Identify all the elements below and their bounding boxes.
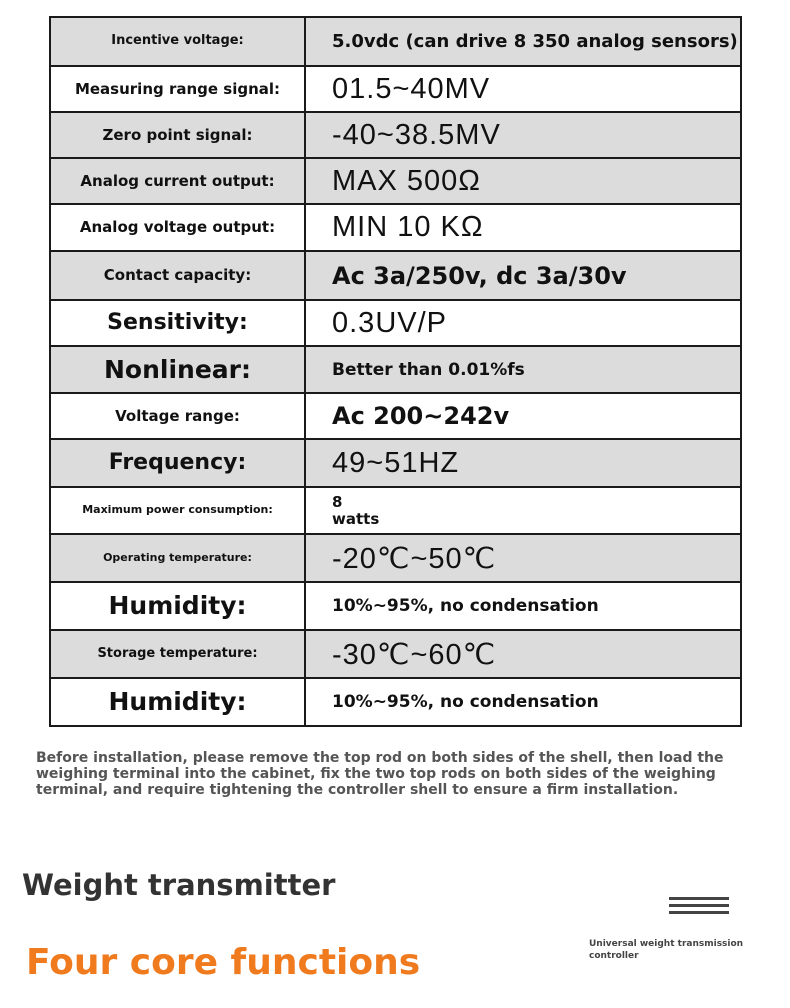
product-caption: Universal weight transmission controller: [589, 939, 744, 961]
spec-row-voltage-range: [50, 393, 741, 439]
spec-value: [305, 487, 741, 534]
spec-value-line: 8: [332, 493, 343, 511]
spec-label: Analog voltage output:: [50, 204, 305, 251]
spec-row-analog-voltage: [50, 204, 741, 251]
spec-value: MAX 500Ω: [305, 158, 741, 204]
spec-value: Ac 200~242v: [305, 393, 741, 439]
spec-label: Frequency:: [50, 439, 305, 487]
spec-value: 0.3UV/P: [305, 300, 741, 346]
spec-label: Contact capacity:: [50, 251, 305, 300]
spec-value: 10%~95%, no condensation: [305, 678, 741, 726]
spec-label: Humidity:: [50, 678, 305, 726]
spec-value: -30℃~60℃: [305, 630, 741, 678]
spec-label: Storage temperature:: [50, 630, 305, 678]
spec-label: Sensitivity:: [50, 300, 305, 346]
spec-label: Nonlinear:: [50, 346, 305, 393]
spec-row-max-power: [50, 487, 741, 534]
spec-label: Maximum power consumption:: [50, 487, 305, 534]
spec-label: Zero point signal:: [50, 112, 305, 158]
hamburger-lines-icon: [669, 897, 729, 915]
spec-label: Measuring range signal:: [50, 66, 305, 112]
spec-label: Operating temperature:: [50, 534, 305, 582]
spec-value: 49~51HZ: [305, 439, 741, 487]
spec-row-sensitivity: [50, 300, 741, 346]
spec-row-zero-point: [50, 112, 741, 158]
spec-row-operating-temp: [50, 534, 741, 582]
spec-value: 10%~95%, no condensation: [305, 582, 741, 630]
spec-label: Incentive voltage:: [50, 17, 305, 66]
spec-value: Better than 0.01%fs: [305, 346, 741, 393]
spec-label: Analog current output:: [50, 158, 305, 204]
spec-value: MIN 10 KΩ: [305, 204, 741, 251]
spec-row-nonlinear: [50, 346, 741, 393]
spec-value: -40~38.5MV: [305, 112, 741, 158]
spec-row-humidity-operating: [50, 582, 741, 630]
spec-value: 5.0vdc (can drive 8 350 analog sensors): [305, 17, 741, 66]
spec-table: [49, 16, 742, 727]
section-heading-four-core-functions: Four core functions: [26, 942, 421, 983]
spec-row-storage-temp: [50, 630, 741, 678]
spec-value: 01.5~40MV: [305, 66, 741, 112]
spec-row-contact-capacity: [50, 251, 741, 300]
spec-row-frequency: [50, 439, 741, 487]
spec-value-line: watts: [332, 509, 380, 528]
spec-row-humidity-storage: [50, 678, 741, 726]
installation-note: Before installation, please remove the top rod on both sides of the shell, then load the weighing terminal into the cabinet, fix the two top rods on both sides of the weighing terminal, and require tightening the controller shell to ensure a firm installation.: [36, 750, 724, 798]
spec-row-analog-current: [50, 158, 741, 204]
section-heading-weight-transmitter: Weight transmitter: [22, 868, 336, 902]
spec-label: Voltage range:: [50, 393, 305, 439]
spec-value: Ac 3a/250v, dc 3a/30v: [305, 251, 741, 300]
spec-row-incentive-voltage: [50, 17, 741, 66]
spec-value: -20℃~50℃: [305, 534, 741, 582]
spec-row-measuring-range: [50, 66, 741, 112]
spec-label: Humidity:: [50, 582, 305, 630]
